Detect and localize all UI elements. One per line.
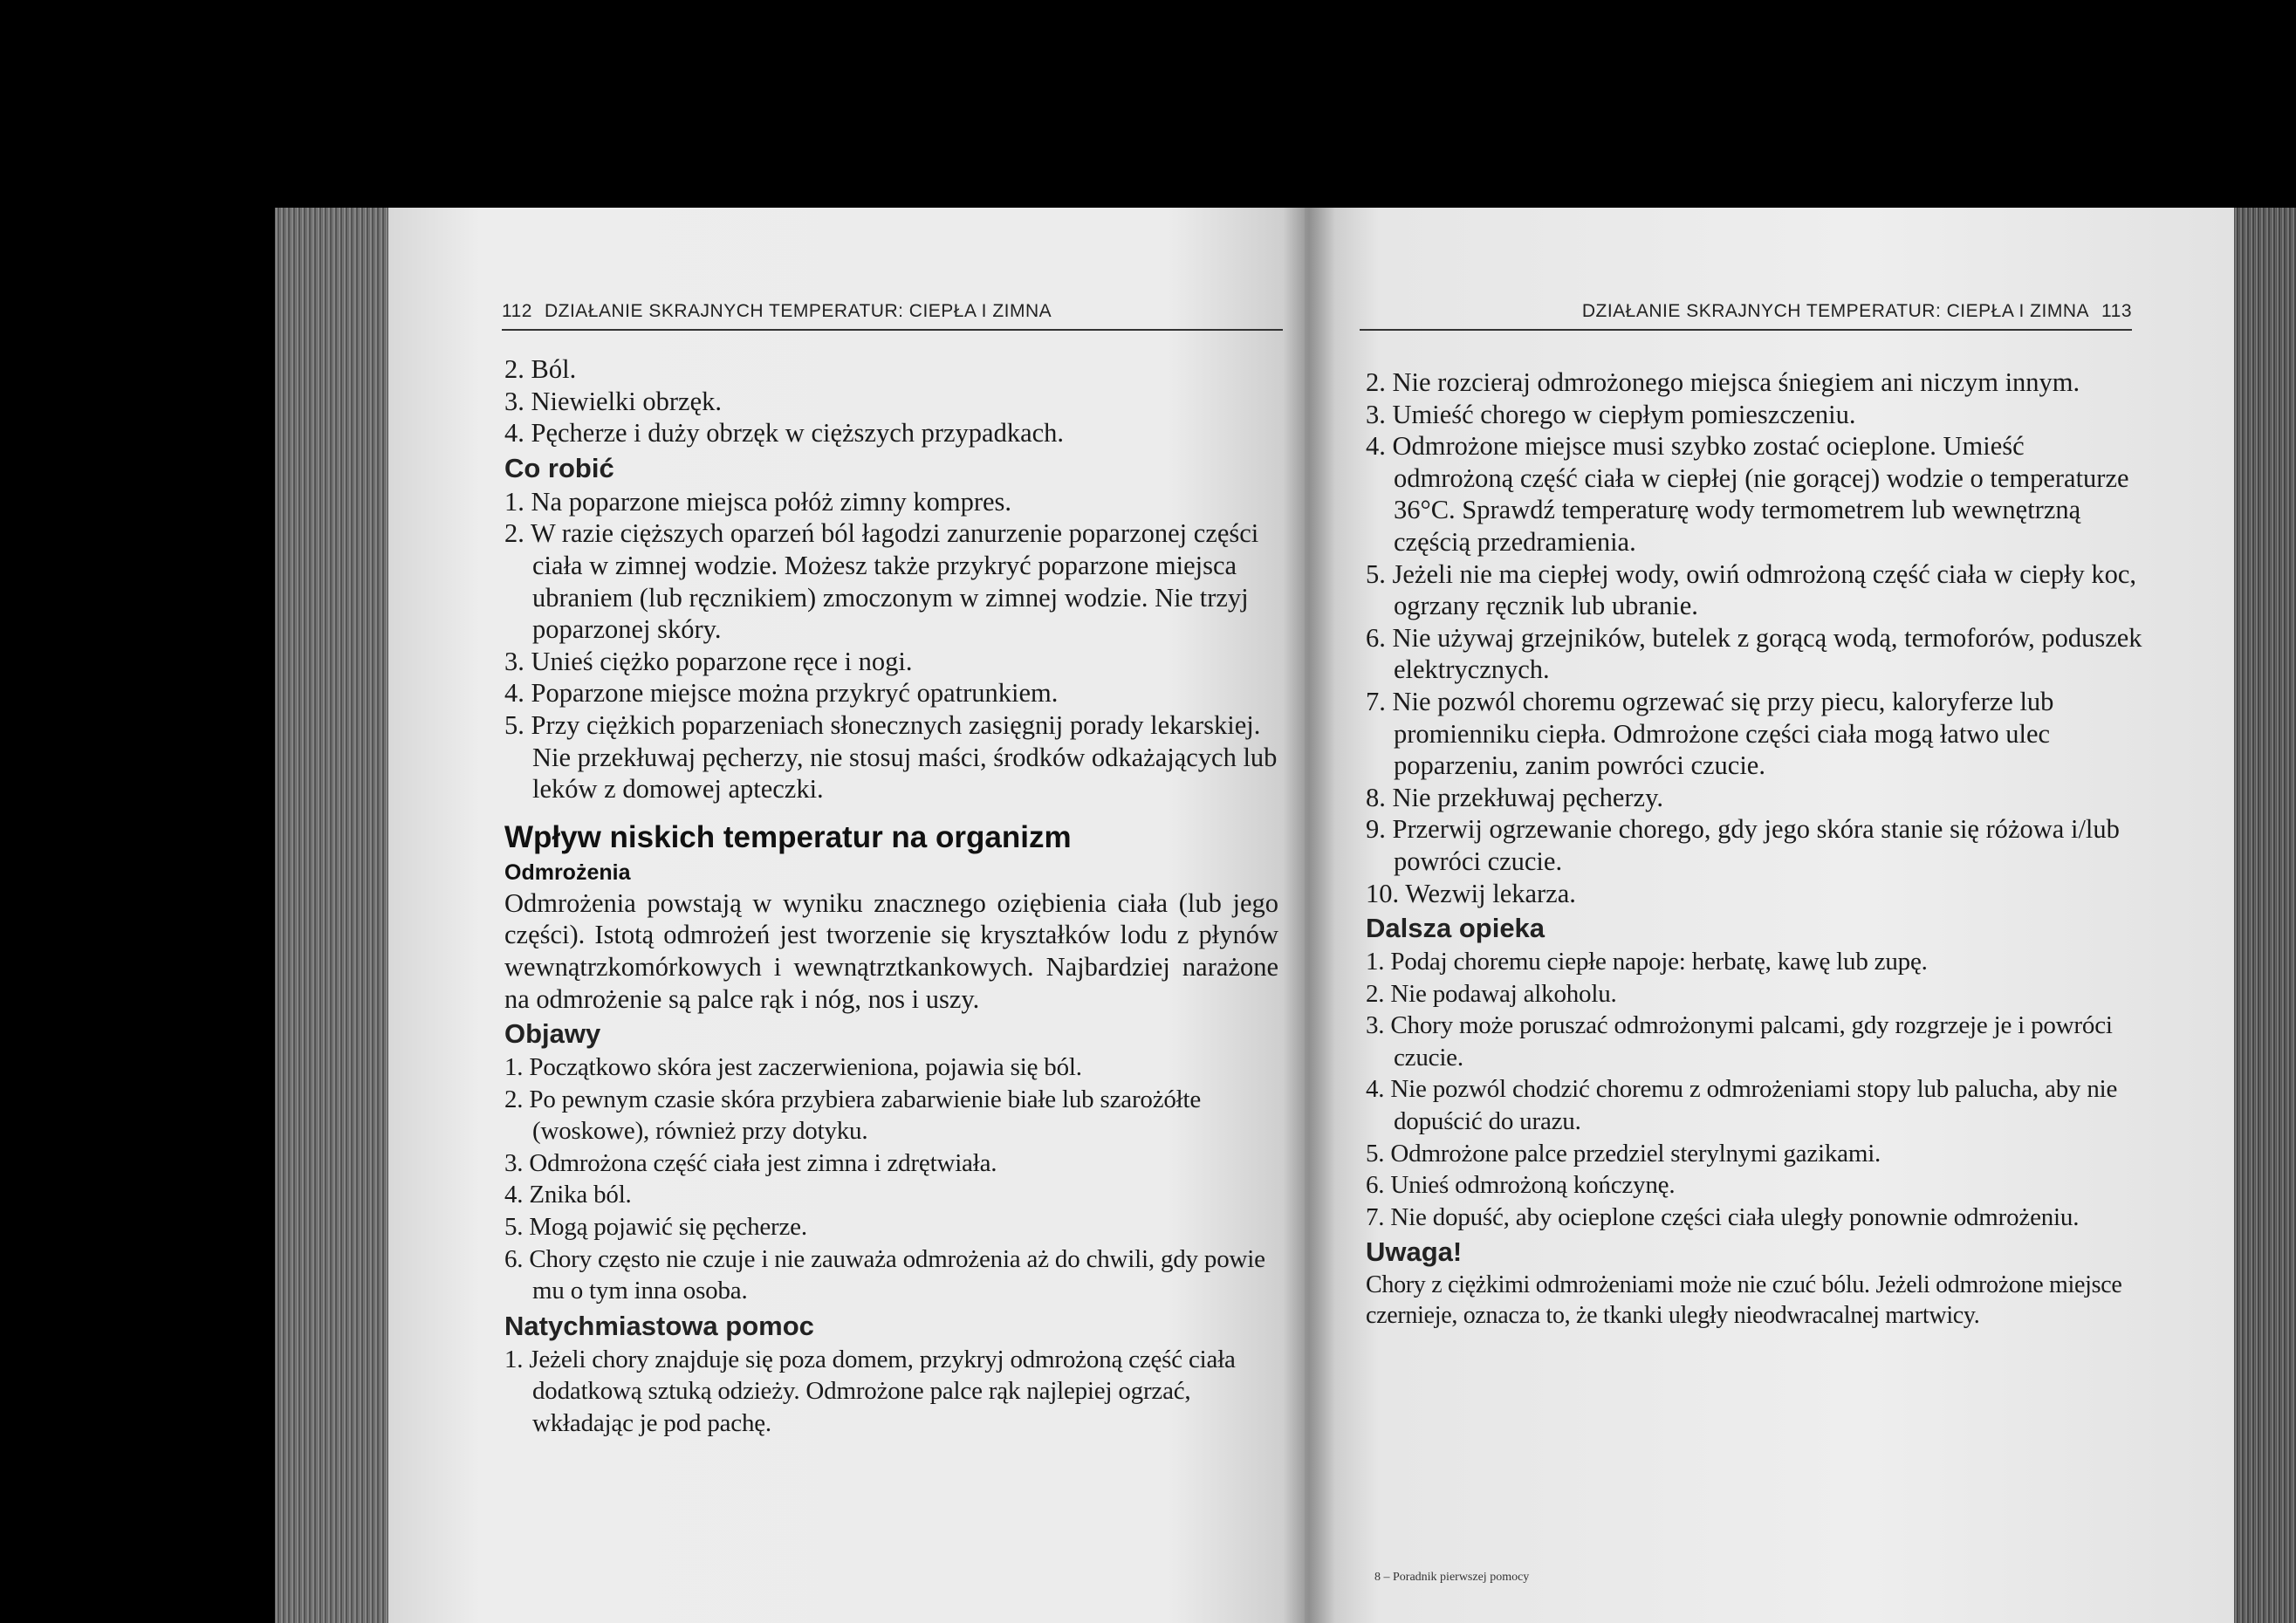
paragraph-uwaga: Chory z ciężkimi odmrożeniami może nie czuć bólu. Jeżeli odmrożone miejsce czernieje, oznacza to, że tkanki uległy nieodwracalnej martwicy. — [1366, 1271, 2122, 1330]
list-item: 3. Odmrożona część ciała jest zimna i zdrętwiała. — [504, 1148, 997, 1177]
right-page-number: 113 — [2101, 301, 2132, 321]
list-item: 4. Nie pozwól chodzić choremu z odmrożeniami stopy lub palucha, aby nie dopuścić do urazu. — [1366, 1075, 2118, 1136]
heading-uwaga: Uwaga! — [1366, 1236, 1463, 1268]
list-item: 1. Jeżeli chory znajduje się poza domem, przykryj odmrożoną część ciała dodatkową sztuką odzieży. Odmrożone palce rąk najlepiej ogrzać, wkładając je pod pachę. — [504, 1345, 1236, 1438]
list-item: 1. Początkowo skóra jest zaczerwieniona, pojawia się ból. — [504, 1053, 1082, 1082]
list-item: 5. Jeżeli nie ma ciepłej wody, owiń odmrożoną część ciała w ciepły koc, ogrzany ręcznik lub ubranie. — [1366, 558, 2137, 621]
list-item: 4. Znika ból. — [504, 1181, 632, 1209]
list-item: 2. Po pewnym czasie skóra przybiera zabarwienie białe lub szarożółte (woskowe), również przy dotyku. — [504, 1085, 1202, 1146]
heading-co-robic: Co robić — [504, 452, 614, 483]
right-header-text: DZIAŁANIE SKRAJNYCH TEMPERATUR: CIEPŁA I ZIMNA — [1581, 301, 2090, 321]
page-footer: 8 – Poradnik pierwszej pomocy — [1374, 1571, 1530, 1584]
left-text-column — [504, 353, 1278, 1440]
list-item: 3. Niewielki obrzęk. — [504, 386, 723, 416]
list-item: 9. Przerwij ogrzewanie chorego, gdy jego skóra stanie się różowa i/lub powróci czucie. — [1366, 814, 2120, 876]
list-item: 5. Odmrożone palce przedziel sterylnymi gazikami. — [1366, 1139, 1881, 1168]
book-gutter — [1283, 208, 1335, 1623]
list-item: 3. Umieść chorego w ciepłym pomieszczeniu. — [1366, 399, 1856, 429]
page-block-edge-left — [275, 208, 388, 1623]
list-item: 7. Nie pozwól choremu ogrzewać się przy piecu, kaloryferze lub promienniku ciepła. Odmrożone części ciała mogą łatwo ulec poparzeniu, zanim powróci czucie. — [1366, 686, 2054, 781]
list-item: 6. Chory często nie czuje i nie zauważa odmrożenia aż do chwili, gdy powie mu o tym inna osoba. — [504, 1244, 1265, 1305]
list-item: 4. Pęcherze i duży obrzęk w cięższych przypadkach. — [504, 418, 1065, 449]
list-item: 3. Unieś ciężko poparzone ręce i nogi. — [504, 646, 913, 676]
list-item: 5. Mogą pojawić się pęcherze. — [504, 1213, 807, 1242]
list-item: 6. Nie używaj grzejników, butelek z gorącą wodą, termoforów, poduszek elektrycznych. — [1366, 622, 2142, 685]
list-item: 2. Nie rozcieraj odmrożonego miejsca śniegiem ani niczym innym. — [1366, 367, 2080, 397]
section-title: Wpływ niskich temperatur na organizm — [504, 819, 1072, 854]
list-item: 8. Nie przekłuwaj pęcherzy. — [1366, 782, 1663, 812]
heading-dalsza-opieka: Dalsza opieka — [1366, 913, 1546, 944]
heading-objawy: Objawy — [504, 1018, 601, 1050]
list-item: 5. Przy ciężkich poparzeniach słonecznych zasięgnij porady lekarskiej. Nie przekłuwaj pęcherzy, nie stosuj maści, środków odkażających lub leków z domowej apteczki. — [504, 709, 1278, 805]
list-item: 2. Nie podawaj alkoholu. — [1366, 979, 1617, 1008]
list-item: 6. Unieś odmrożoną kończynę. — [1366, 1171, 1676, 1200]
right-running-header — [1360, 301, 2132, 331]
list-item: 4. Poparzone miejsce można przykryć opatrunkiem. — [504, 678, 1059, 709]
left-page-number: 112 — [502, 301, 532, 321]
list-item: 1. Na poparzone miejsca połóż zimny kompres. — [504, 486, 1012, 517]
list-item: 2. Ból. — [504, 354, 577, 384]
heading-odmrozenia: Odmrożenia — [504, 859, 631, 885]
left-header-text: DZIAŁANIE SKRAJNYCH TEMPERATUR: CIEPŁA I ZIMNA — [544, 301, 1052, 321]
list-item: 10. Wezwij lekarza. — [1366, 878, 1576, 908]
list-item: 7. Nie dopuść, aby ocieplone części ciała uległy ponownie odmrożeniu. — [1366, 1202, 2080, 1231]
heading-natychmiastowa-pomoc: Natychmiastowa pomoc — [504, 1310, 814, 1341]
page-block-edge-right — [2234, 208, 2296, 1623]
list-item: 2. W razie cięższych oparzeń ból łagodzi zanurzenie poparzonej części ciała w zimnej wodzie. Możesz także przykryć poparzone miejsca ubraniem (lub ręcznikiem) zmoczonym w zimnej wodzie. Nie trzyj poparzonej skóry. — [504, 518, 1259, 645]
list-item: 4. Odmrożone miejsce musi szybko zostać ocieplone. Umieść odmrożoną część ciała w ciepłej (nie gorącej) wodzie o temperaturze 36°C. Sprawdź temperaturę wody termometrem lub wewnętrzną częścią przedramienia. — [1366, 431, 2129, 557]
right-text-column — [1366, 366, 2142, 1331]
paragraph-odmrozenia: Odmrożenia powstają w wyniku znacznego oziębienia ciała (lub jego części). Istotą odmrożeń jest tworzenie się kryształków lodu z płynów wewnątrzkomórkowych i wewnątrztkankowych. Najbardziej narażone na odmrożenie są palce rąk i nóg, nos i uszy. — [504, 887, 1278, 1014]
list-item: 3. Chory może poruszać odmrożonymi palcami, gdy rozgrzeje je i powróci czucie. — [1366, 1011, 2113, 1072]
left-running-header — [502, 301, 1283, 331]
list-item: 1. Podaj choremu ciepłe napoje: herbatę, kawę lub zupę. — [1366, 948, 1928, 976]
